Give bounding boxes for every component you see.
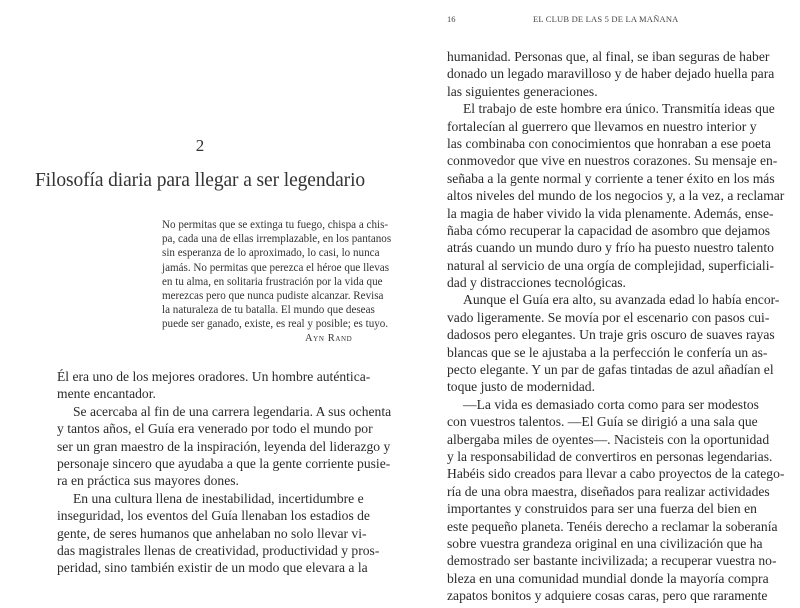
epigraph-line: puede ser ganado, existe, es real y posible; es tuyo. (162, 318, 389, 331)
epigraph (162, 218, 392, 332)
body-line: demostrado ser bastante incivilizada; a recuperar vuestra no- (447, 553, 777, 569)
body-line: pecto elegante. Y un par de gafas tintadas de azul añadían el (447, 362, 774, 378)
body-line: altos niveles del mundo de los negocios y, a la vez, a reclamar (447, 188, 785, 204)
body-line: —La vida es demasiado corta como para ser modestos (463, 396, 759, 412)
epigraph-line: en tu alma, en solitaria frustración por la vida que (162, 275, 383, 288)
body-line: humanidad. Personas que, al final, se iban seguras de haber (447, 49, 770, 64)
body-line: mente encantador. (57, 386, 156, 402)
body-line: las combinaba con conocimientos que honraban a ese poeta (447, 135, 771, 151)
body-line: importantes y construidos para ser una fuerza del bien en (447, 501, 757, 517)
body-line: zapatos bonitos y adquiere cosas caras, pero que raramente (447, 588, 768, 604)
body-line: atrás cuando un mundo duro y frío ha puesto nuestro talento (447, 240, 774, 256)
page-number: 16 (447, 14, 456, 24)
body-line: fortalecían al guerrero que llevamos en nuestro interior y (447, 118, 757, 134)
body-line: das magistrales llenas de creatividad, productividad y pros- (57, 542, 380, 558)
body-line: y la responsabilidad de convertiros en personas legendarias. (447, 448, 773, 464)
body-line: señaba a la gente normal y corriente a tener éxito en los más (447, 170, 775, 186)
running-head-title: EL CLUB DE LAS 5 DE LA MAÑANA (533, 14, 679, 24)
body-line: natural al servicio de una orgía de complejidad, superficiali- (447, 257, 775, 273)
body-line: toque justo de modernidad. (447, 379, 595, 395)
epigraph-line: la naturaleza de tu batalla. El mundo que deseas (162, 304, 375, 317)
body-line: ñaba cómo recuperar la capacidad de asombro que dejamos (447, 222, 771, 238)
body-line: bleza en una comunidad mundial donde la mayoría compra (447, 570, 769, 586)
body-line: ría de una obra maestra, diseñados para realizar actividades (447, 483, 770, 499)
epigraph-line: merezcas pero que nunca pudiste alcanzar. Revisa (162, 290, 384, 303)
body-line: este pequeño planeta. Tenéis derecho a reclamar la soberanía (447, 518, 778, 534)
body-line: las siguientes generaciones. (447, 83, 598, 99)
body-line: conmovedor que vive en nuestros corazones. Su mensaje en- (447, 153, 778, 169)
body-line: vado ligeramente. Se movía por el escenario con pasos cui- (447, 309, 770, 325)
body-line: gente, de seres humanos que anhelaban no solo llevar vi- (57, 525, 367, 541)
body-line: Se acercaba al fin de una carrera legendaria. A sus ochenta (73, 403, 392, 419)
body-line: dad y distracciones tecnológicas. (447, 275, 626, 291)
body-line: y tantos años, el Guía era venerado por todo el mundo por (57, 421, 373, 437)
right-body-text (447, 48, 785, 605)
epigraph-line: jamás. No permitas que perezca el héroe que llevas (162, 261, 390, 274)
chapter-number: 2 (195, 136, 205, 155)
body-line: inseguridad, los eventos del Guía llenaban los estadios de (57, 508, 370, 524)
epigraph-line: sin esperanza de lo aproximado, lo casi, lo nunca (162, 247, 380, 260)
epigraph-line: pa, cada una de ellas irremplazable, en los pantanos (162, 233, 392, 246)
body-line: Aunque el Guía era alto, su avanzada edad lo había encor- (463, 292, 780, 308)
body-line: dadosos pero elegantes. Un traje gris oscuro de suaves rayas (447, 327, 775, 343)
body-line: ra en práctica sus mayores dones. (57, 473, 239, 489)
chapter-title: Filosofía diaria para llegar a ser legendario (34, 170, 366, 191)
body-line: peridad, sino también existir de un modo que elevara a la (57, 560, 368, 576)
body-line: Él era uno de los mejores oradores. Un hombre auténtica- (57, 369, 371, 384)
body-line: En una cultura llena de inestabilidad, incertidumbre e (73, 490, 364, 506)
left-body-text (57, 368, 392, 577)
epigraph-line: No permitas que se extinga tu fuego, chispa a chis- (162, 219, 389, 231)
body-line: blancas que se le ajustaba a la perfección le confería un as- (447, 344, 768, 360)
body-line: con vuestros talentos. —El Guía se dirigió a una sala que (447, 414, 758, 430)
right-page (400, 0, 800, 608)
body-line: personaje sincero que ayudaba a que la gente corriente pusie- (57, 455, 391, 471)
body-line: Habéis sido creados para llevar a cabo proyectos de la catego- (447, 466, 785, 482)
epigraph-author: Ayn Rand (305, 333, 353, 344)
body-line: El trabajo de este hombre era único. Transmitía ideas que (463, 101, 775, 117)
body-line: la magia de haber vivido la vida plenamente. Además, ense- (447, 205, 774, 221)
body-line: donado un legado maravilloso y de haber dejado huella para (447, 66, 775, 82)
body-line: albergaba miles de oyentes—. Nacisteis con la oportunidad (447, 431, 770, 447)
body-line: ser un gran maestro de la inspiración, leyenda del liderazgo y (57, 438, 391, 454)
body-line: sobre vuestra grandeza original en una civilización que ha (447, 535, 763, 551)
